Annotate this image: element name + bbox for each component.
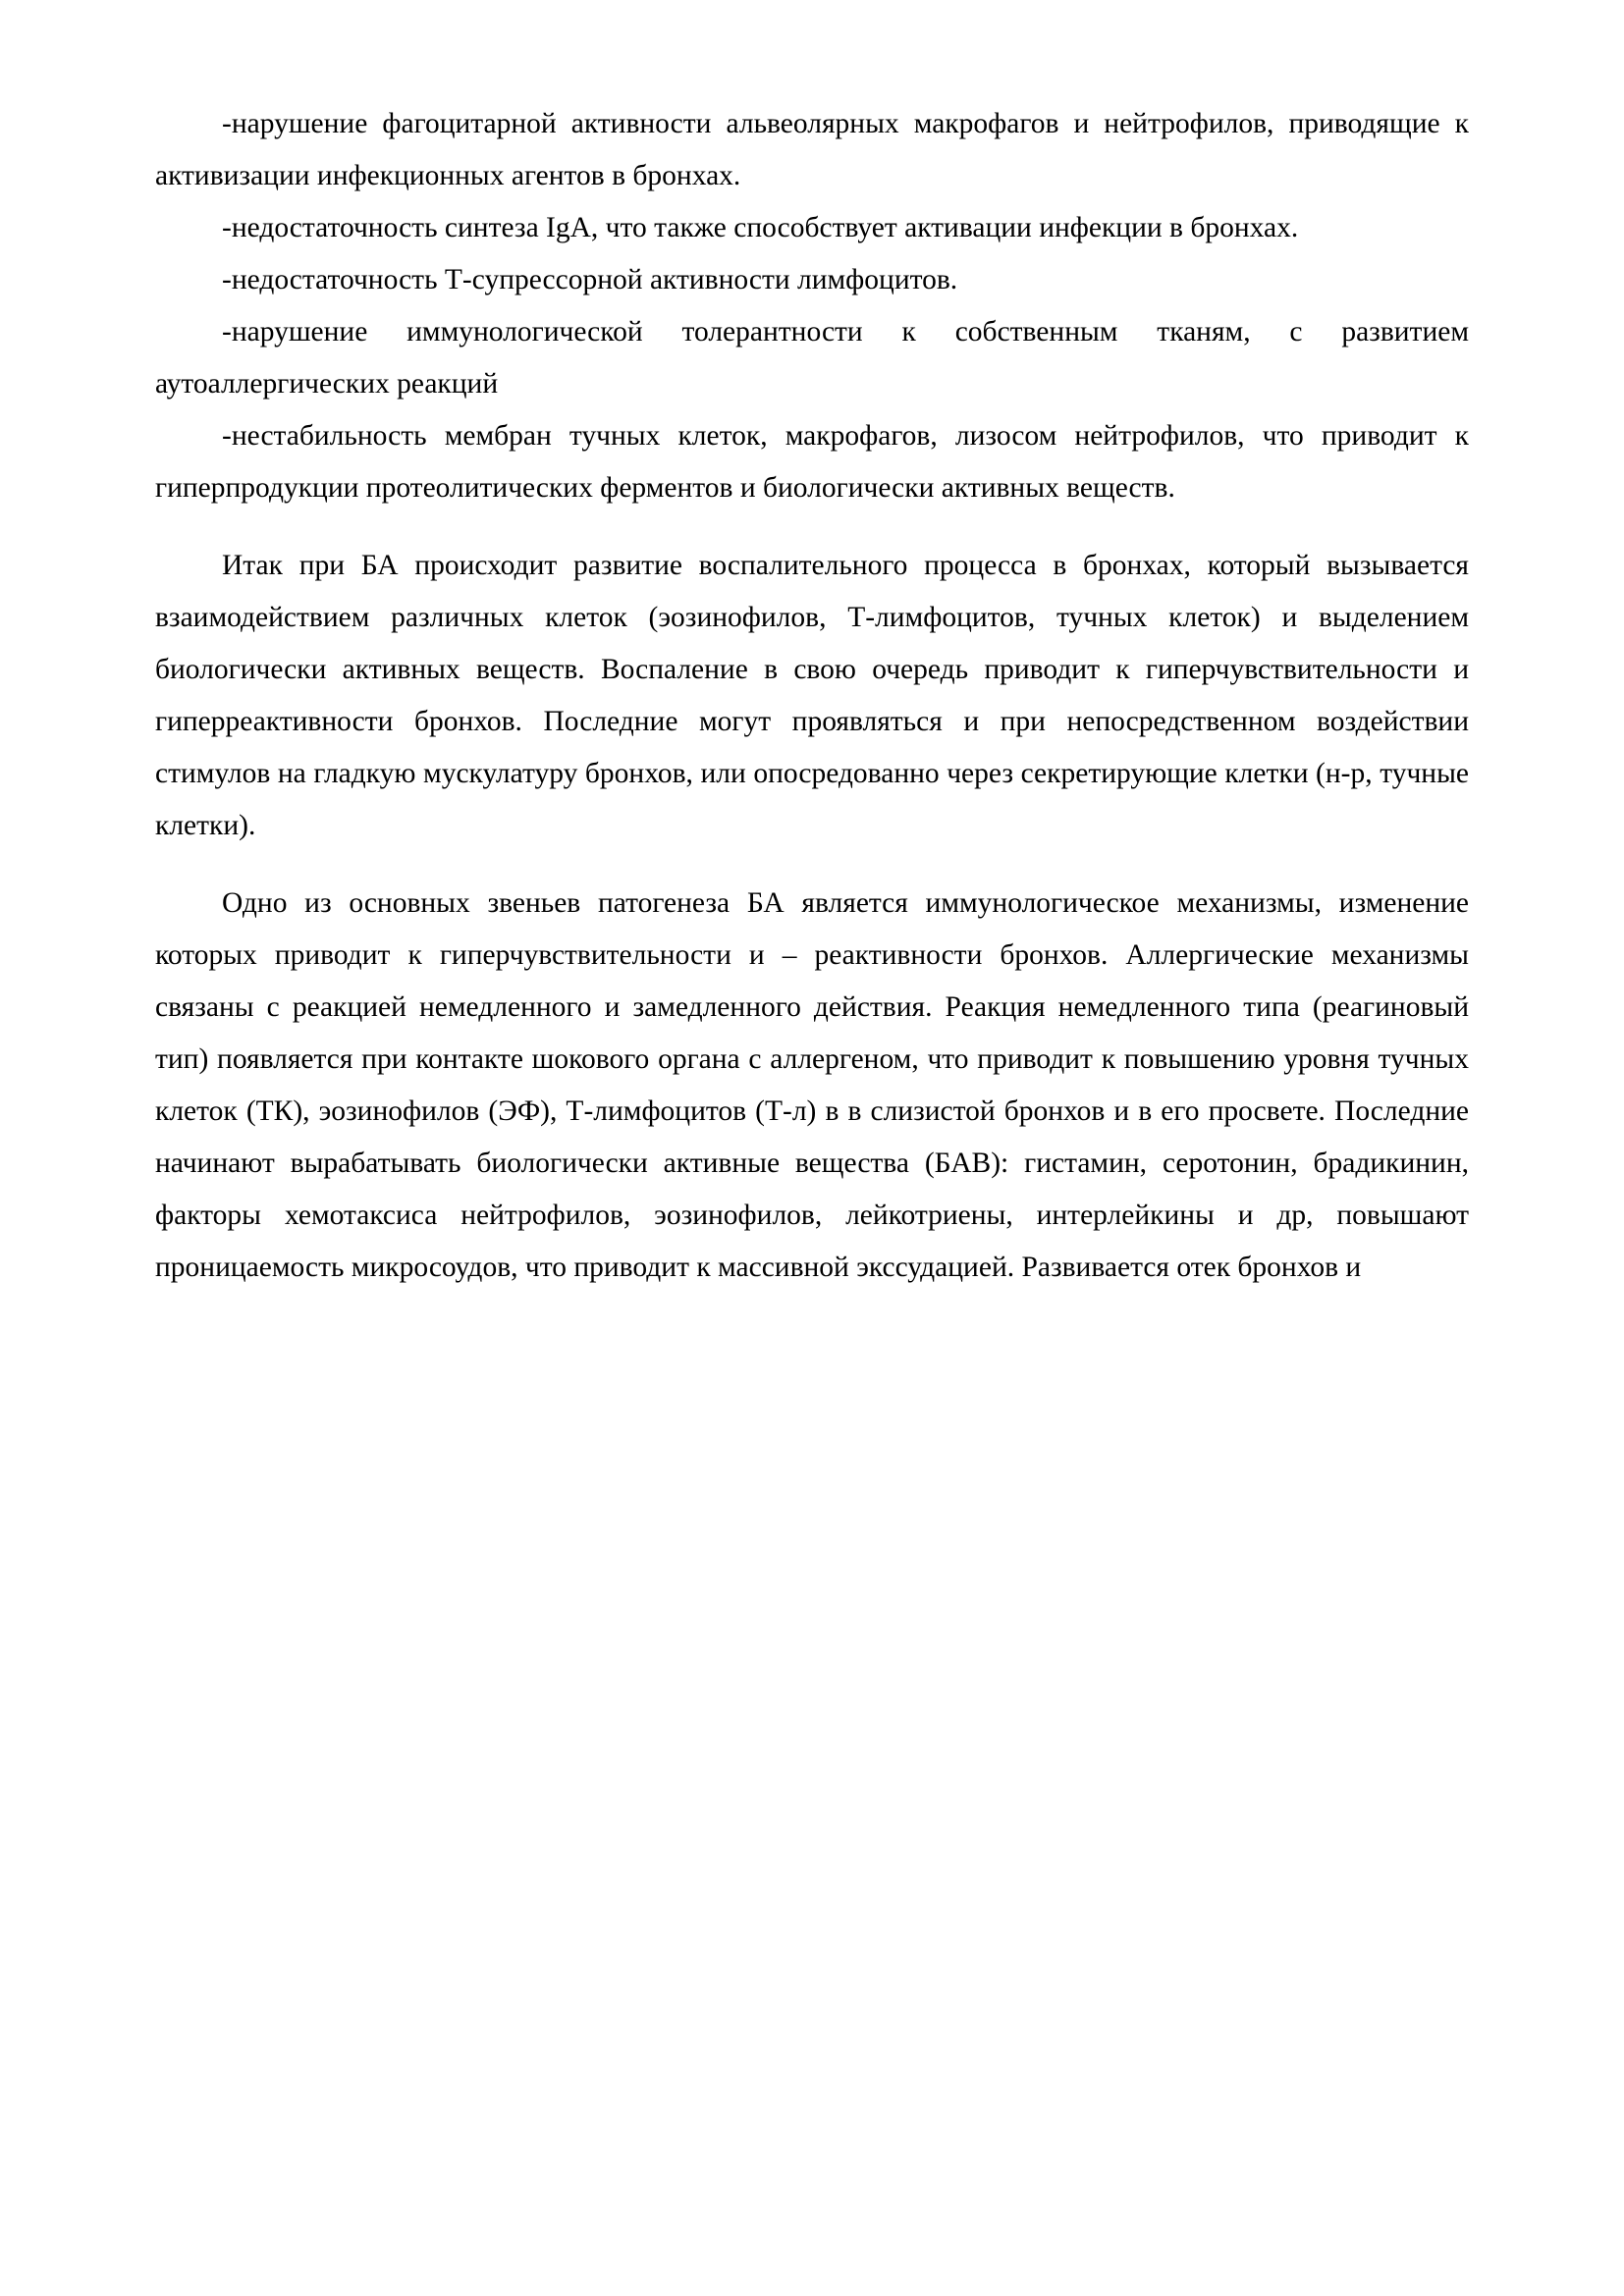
paragraph-spacer xyxy=(155,514,1469,540)
document-body xyxy=(155,98,1469,1294)
paragraph: Одно из основных звеньев патогенеза БА является иммунологическое механизмы, изменение которых приводит к гиперчувствительности и – реактивности бронхов. Аллергические механизмы связаны с реакцией немедленного и замедленного действия. Реакция немедленного типа (реагиновый тип) появляется при контакте шокового органа с аллергеном, что приводит к повышению уровня тучных клеток (ТК), эозинофилов (ЭФ), Т-лимфоцитов (Т-л) в в слизистой бронхов и в его просвете. Последние начинают вырабатывать биологически активные вещества (БАВ): гистамин, серотонин, брадикинин, факторы хемотаксиса нейтрофилов, эозинофилов, лейкотриены, интерлейкины и др, повышают проницаемость микросоудов, что приводит к массивной экссудацией. Развивается отек бронхов и xyxy=(155,887,1469,1283)
paragraph: Итак при БА происходит развитие воспалительного процесса в бронхах, который вызывается взаимодействием различных клеток (эозинофилов, Т-лимфоцитов, тучных клеток) и выделением биологически активных веществ. Воспаление в свою очередь приводит к гиперчувствительности и гиперреактивности бронхов. Последние могут проявляться и при непосредственном воздействии стимулов на гладкую мускулатуру бронхов, или опосредованно через секретирующие клетки (н-р, тучные клетки). xyxy=(155,550,1469,841)
paragraph: -недостаточность синтеза IgA, что также способствует активации инфекции в бронхах. xyxy=(222,212,1299,243)
paragraph: -нестабильность мембран тучных клеток, макрофагов, лизосом нейтрофилов, что приводит к гиперпродукции протеолитических ферментов и биологически активных веществ. xyxy=(155,420,1469,504)
paragraph: -нарушение иммунологической толерантности к собственным тканям, с развитием аутоаллергических реакций xyxy=(155,316,1469,400)
paragraph: -нарушение фагоцитарной активности альвеолярных макрофагов и нейтрофилов, приводящие к активизации инфекционных агентов в бронхах. xyxy=(155,108,1469,191)
paragraph: -недостаточность Т-супрессорной активности лимфоцитов. xyxy=(222,264,958,295)
paragraph-spacer xyxy=(155,852,1469,878)
